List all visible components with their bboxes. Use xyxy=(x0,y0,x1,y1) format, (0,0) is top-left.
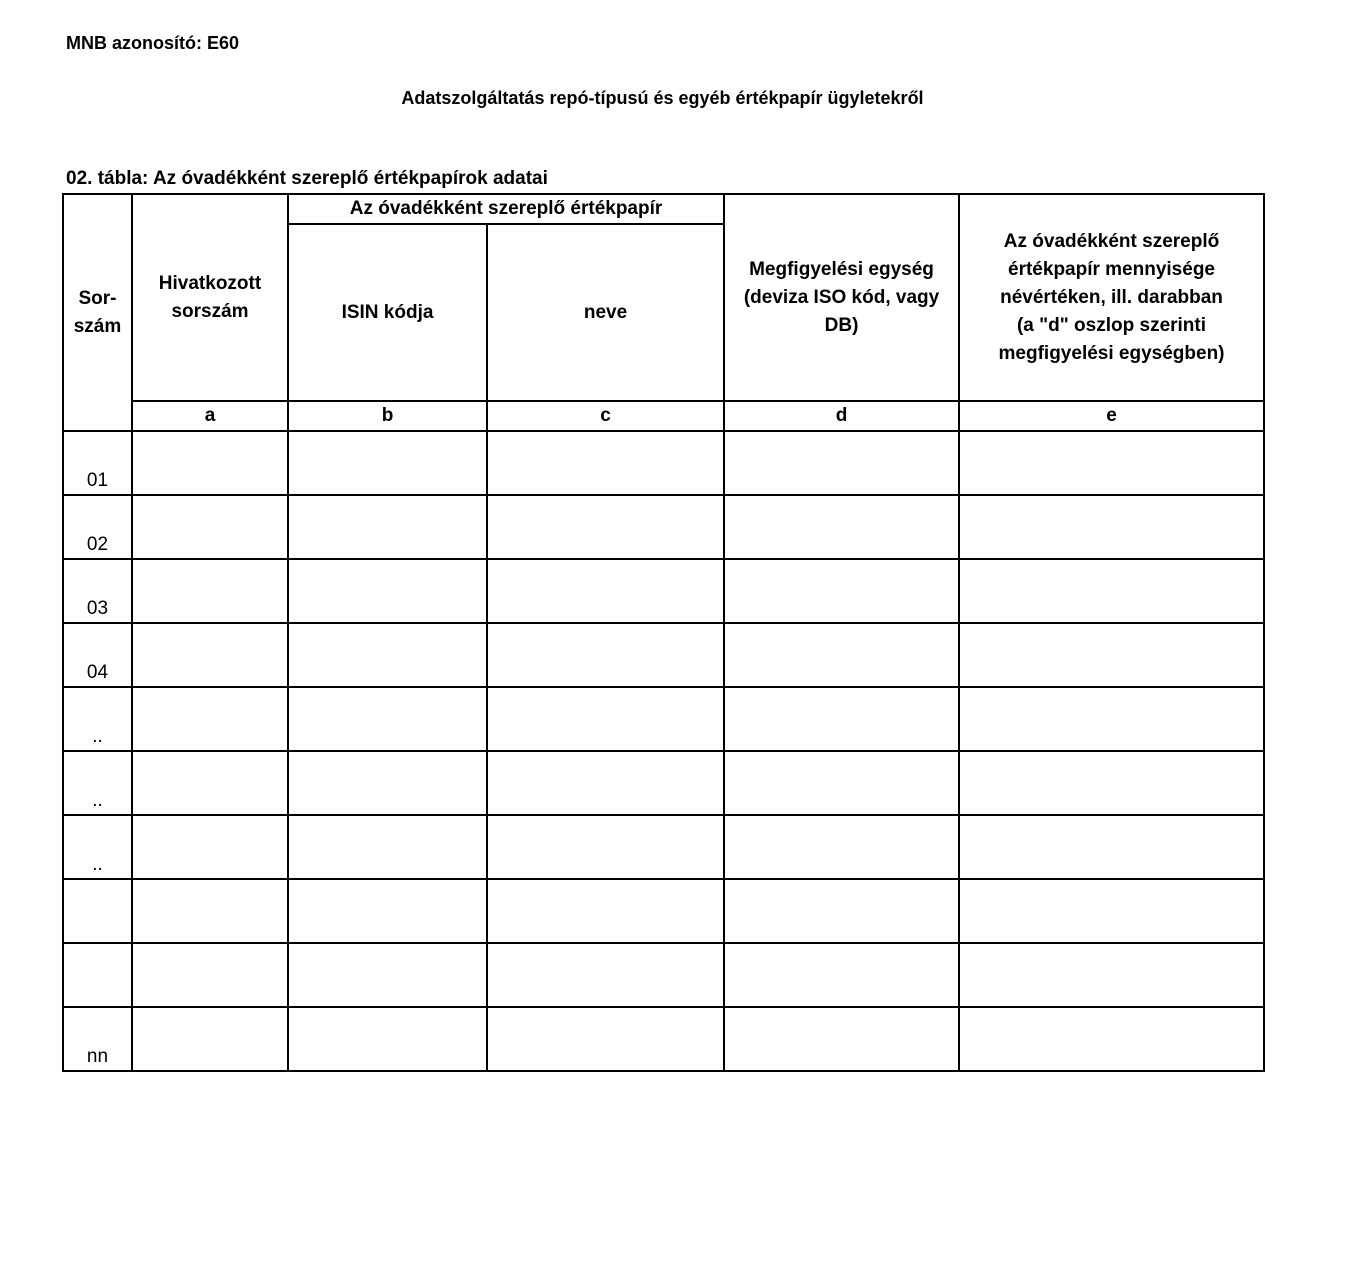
cell-hivatkozott-sorszam[interactable] xyxy=(132,623,288,687)
collateral-securities-table xyxy=(62,193,1265,1072)
column-letter-b: b xyxy=(288,401,487,431)
cell-isin-kodja[interactable] xyxy=(288,687,487,751)
cell-megfigyelesi-egyseg[interactable] xyxy=(724,879,959,943)
row-number: 01 xyxy=(63,431,132,495)
header-sorszam xyxy=(63,194,132,431)
header-megfigyelesi-line1: Megfigyelési egység xyxy=(749,258,934,280)
cell-isin-kodja[interactable] xyxy=(288,495,487,559)
header-isin-kodja: ISIN kódja xyxy=(288,224,487,401)
cell-isin-kodja[interactable] xyxy=(288,1007,487,1071)
header-mennyiseg xyxy=(959,194,1264,401)
cell-neve[interactable] xyxy=(487,879,724,943)
cell-hivatkozott-sorszam[interactable] xyxy=(132,687,288,751)
table-row xyxy=(63,943,1264,1007)
cell-neve[interactable] xyxy=(487,1007,724,1071)
cell-megfigyelesi-egyseg[interactable] xyxy=(724,495,959,559)
header-megfigyelesi-egyseg xyxy=(724,194,959,401)
cell-isin-kodja[interactable] xyxy=(288,751,487,815)
header-mennyiseg-line1: Az óvadékként szereplő xyxy=(1003,230,1220,252)
cell-neve[interactable] xyxy=(487,751,724,815)
cell-megfigyelesi-egyseg[interactable] xyxy=(724,623,959,687)
row-number: .. xyxy=(63,687,132,751)
header-hivatkozott-line1: Hivatkozott xyxy=(158,272,262,294)
cell-isin-kodja[interactable] xyxy=(288,431,487,495)
table-row xyxy=(63,495,1264,559)
cell-mennyiseg[interactable] xyxy=(959,687,1264,751)
cell-neve[interactable] xyxy=(487,687,724,751)
cell-megfigyelesi-egyseg[interactable] xyxy=(724,687,959,751)
cell-mennyiseg[interactable] xyxy=(959,559,1264,623)
header-sorszam-line1: Sor- xyxy=(78,287,117,309)
header-hivatkozott-line2: sorszám xyxy=(171,300,249,322)
header-neve: neve xyxy=(487,224,724,401)
table-row xyxy=(63,1007,1264,1071)
cell-mennyiseg[interactable] xyxy=(959,623,1264,687)
column-letter-e: e xyxy=(959,401,1264,431)
row-number xyxy=(63,943,132,1007)
table-row xyxy=(63,751,1264,815)
header-mennyiseg-line2: értékpapír mennyisége xyxy=(1008,258,1215,280)
column-letter-d: d xyxy=(724,401,959,431)
cell-neve[interactable] xyxy=(487,815,724,879)
cell-neve[interactable] xyxy=(487,495,724,559)
header-mennyiseg-line3: névértéken, ill. darabban xyxy=(1000,286,1223,308)
page-title: Adatszolgáltatás repó-típusú és egyéb értékpapír ügyletekről xyxy=(401,88,924,108)
header-megfigyelesi-line2: (deviza ISO kód, vagy xyxy=(743,286,940,308)
header-mennyiseg-line4: (a "d" oszlop szerinti xyxy=(1016,314,1207,336)
cell-neve[interactable] xyxy=(487,431,724,495)
row-number: nn xyxy=(63,1007,132,1071)
header-mennyiseg-line5: megfigyelési egységben) xyxy=(998,342,1225,364)
cell-mennyiseg[interactable] xyxy=(959,879,1264,943)
table-row xyxy=(63,431,1264,495)
cell-hivatkozott-sorszam[interactable] xyxy=(132,431,288,495)
mnb-identifier: MNB azonosító: E60 xyxy=(66,33,240,53)
cell-mennyiseg[interactable] xyxy=(959,815,1264,879)
cell-hivatkozott-sorszam[interactable] xyxy=(132,559,288,623)
cell-neve[interactable] xyxy=(487,559,724,623)
cell-neve[interactable] xyxy=(487,943,724,1007)
table-row xyxy=(63,559,1264,623)
row-number: .. xyxy=(63,751,132,815)
cell-megfigyelesi-egyseg[interactable] xyxy=(724,751,959,815)
table-row xyxy=(63,687,1264,751)
cell-mennyiseg[interactable] xyxy=(959,751,1264,815)
row-number xyxy=(63,879,132,943)
row-number: 02 xyxy=(63,495,132,559)
cell-isin-kodja[interactable] xyxy=(288,943,487,1007)
cell-megfigyelesi-egyseg[interactable] xyxy=(724,815,959,879)
cell-hivatkozott-sorszam[interactable] xyxy=(132,815,288,879)
header-group-collateral-security: Az óvadékként szereplő értékpapír xyxy=(288,194,724,224)
row-number: 03 xyxy=(63,559,132,623)
cell-megfigyelesi-egyseg[interactable] xyxy=(724,1007,959,1071)
column-letter-a: a xyxy=(132,401,288,431)
cell-megfigyelesi-egyseg[interactable] xyxy=(724,559,959,623)
cell-mennyiseg[interactable] xyxy=(959,1007,1264,1071)
table-row xyxy=(63,879,1264,943)
row-number: .. xyxy=(63,815,132,879)
cell-hivatkozott-sorszam[interactable] xyxy=(132,751,288,815)
table-row xyxy=(63,623,1264,687)
cell-isin-kodja[interactable] xyxy=(288,559,487,623)
column-letter-c: c xyxy=(487,401,724,431)
cell-hivatkozott-sorszam[interactable] xyxy=(132,1007,288,1071)
header-hivatkozott-sorszam xyxy=(132,194,288,401)
table-row xyxy=(63,815,1264,879)
cell-mennyiseg[interactable] xyxy=(959,495,1264,559)
cell-hivatkozott-sorszam[interactable] xyxy=(132,943,288,1007)
row-number: 04 xyxy=(63,623,132,687)
cell-hivatkozott-sorszam[interactable] xyxy=(132,879,288,943)
cell-megfigyelesi-egyseg[interactable] xyxy=(724,431,959,495)
cell-isin-kodja[interactable] xyxy=(288,623,487,687)
cell-megfigyelesi-egyseg[interactable] xyxy=(724,943,959,1007)
cell-isin-kodja[interactable] xyxy=(288,879,487,943)
header-sorszam-line2: szám xyxy=(73,315,122,337)
header-megfigyelesi-line3: DB) xyxy=(824,314,859,336)
cell-mennyiseg[interactable] xyxy=(959,943,1264,1007)
cell-mennyiseg[interactable] xyxy=(959,431,1264,495)
cell-hivatkozott-sorszam[interactable] xyxy=(132,495,288,559)
table-title: 02. tábla: Az óvadékként szereplő értékpapírok adatai xyxy=(66,168,548,189)
cell-isin-kodja[interactable] xyxy=(288,815,487,879)
cell-neve[interactable] xyxy=(487,623,724,687)
